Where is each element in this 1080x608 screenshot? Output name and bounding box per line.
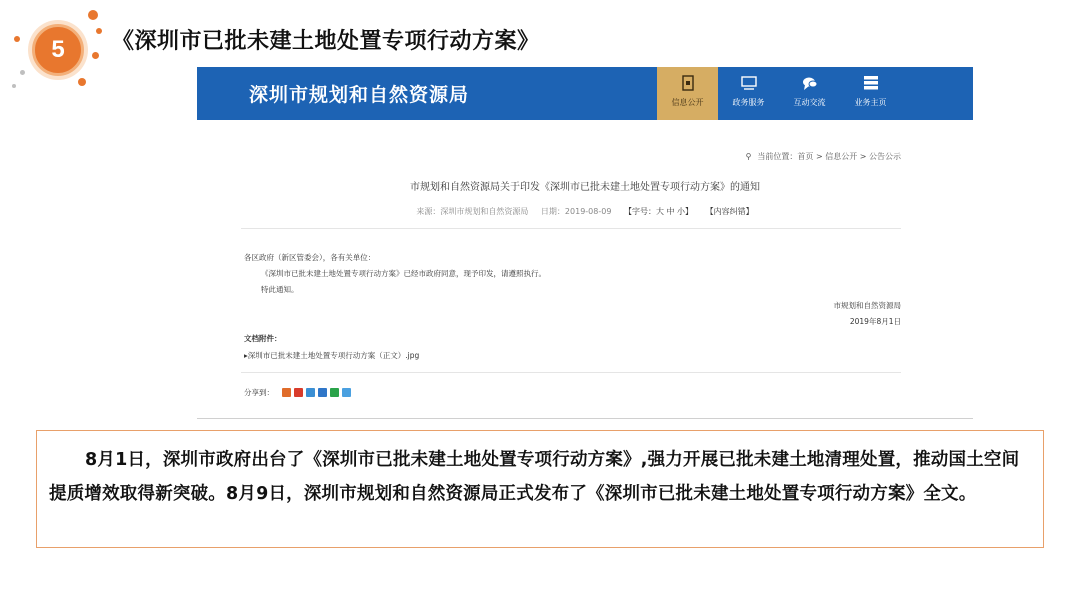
divider: [241, 228, 901, 229]
slide-title: 《深圳市已批未建土地处置专项行动方案》: [112, 29, 540, 54]
decor-dot: [88, 10, 98, 20]
share-label: 分享到：: [244, 388, 274, 397]
feedback-link[interactable]: 【内容纠错】: [705, 207, 754, 216]
share-weibo-icon[interactable]: [294, 388, 303, 397]
meta-date: 日期：2019-08-09: [540, 207, 612, 216]
summary-box: [36, 430, 1044, 548]
decor-dot: [12, 84, 16, 88]
breadcrumb: [746, 151, 901, 162]
signature: 市规划和自然资源局: [833, 301, 901, 310]
document-icon: [679, 75, 697, 91]
slide-number-badge: [8, 6, 104, 92]
decor-dot: [20, 70, 25, 75]
decor-dot: [78, 78, 86, 86]
breadcrumb-text[interactable]: 当前位置：首页 > 信息公开 > 公告公示: [757, 152, 901, 161]
share-tencent-icon[interactable]: [306, 388, 315, 397]
share-bar: [244, 387, 354, 398]
site-body: [197, 120, 973, 419]
share-wechat-icon[interactable]: [330, 388, 339, 397]
nav-item-business-home[interactable]: [840, 67, 901, 120]
document-meta: [197, 206, 973, 217]
nav-label: 政务服务: [732, 98, 765, 107]
site-name[interactable]: 深圳市规划和自然资源局: [249, 84, 470, 106]
meta-source: 来源：深圳市规划和自然资源局: [416, 207, 529, 216]
sign-date: 2019年8月1日: [849, 317, 901, 326]
share-icons: [282, 388, 354, 397]
slide-number: 5: [32, 24, 84, 76]
attachment-label: 文档附件：: [244, 334, 282, 343]
share-more-icon[interactable]: [342, 388, 351, 397]
website-screenshot: [197, 67, 973, 419]
monitor-icon: [740, 75, 758, 91]
summary-text: 8月1日，深圳市政府出台了《深圳市已批未建土地处置专项行动方案》,强力开展已批未建土地清理处置，推动国土空间提质增效取得新突破。8月9日，深圳市规划和自然资源局正式发布了《深圳市已批未建土地处置专项行动方案》全文。: [49, 450, 1020, 504]
nav-item-interaction[interactable]: [779, 67, 840, 120]
decor-dot: [14, 36, 20, 42]
notice-closing: 特此通知。: [261, 285, 299, 294]
site-header: [197, 67, 973, 120]
nav-label: 互动交流: [793, 98, 826, 107]
font-size-control[interactable]: 【字号：大 中 小】: [623, 207, 694, 216]
chat-icon: [801, 75, 819, 91]
nav-label: 信息公开: [671, 98, 704, 107]
nav-label: 业务主页: [854, 98, 887, 107]
server-icon: [862, 75, 880, 91]
nav-item-info-disclosure[interactable]: [657, 67, 718, 120]
decor-dot: [92, 52, 99, 59]
location-pin-icon: ⚲: [745, 152, 752, 161]
divider: [241, 372, 901, 373]
notice-line: 《深圳市已批未建土地处置专项行动方案》已经市政府同意，现予印发，请遵照执行。: [261, 269, 546, 278]
decor-dot: [96, 28, 102, 34]
attachment-link[interactable]: ▸深圳市已批未建土地处置专项行动方案（正文）.jpg: [244, 351, 420, 360]
nav-item-gov-services[interactable]: [718, 67, 779, 120]
salutation: 各区政府（新区管委会），各有关单位：: [244, 253, 376, 262]
share-renren-icon[interactable]: [318, 388, 327, 397]
divider: [197, 418, 973, 419]
site-nav: [657, 67, 901, 120]
share-qzone-icon[interactable]: [282, 388, 291, 397]
document-title: 市规划和自然资源局关于印发《深圳市已批未建土地处置专项行动方案》的通知: [410, 182, 760, 193]
